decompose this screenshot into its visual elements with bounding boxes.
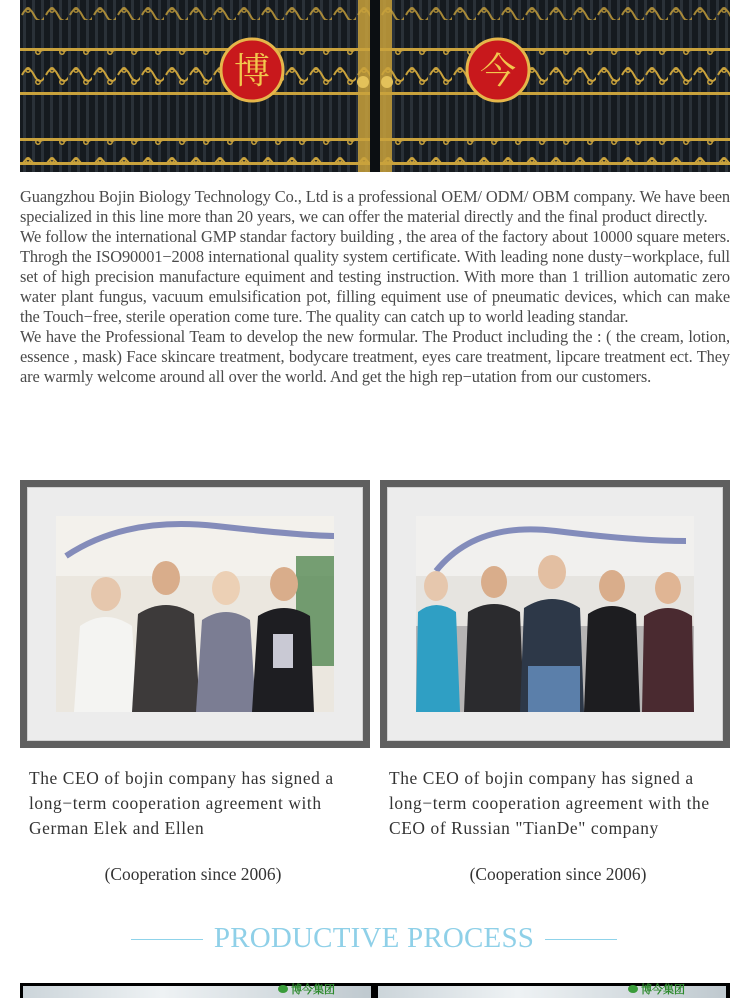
logo-text: 博今集团 [641, 983, 685, 996]
photo-frame-right [380, 480, 730, 748]
photo-frame-left [20, 480, 370, 748]
seal-left-char: 博 [233, 51, 271, 92]
logo-text: 博今集团 [291, 983, 335, 996]
intro-paragraph-1: Guangzhou Bojin Biology Technology Co., Ltd is a professional OEM/ ODM/ OBM company. We have been specialized in this line more than 20 years, we can offer the material directly and the final product directly. [20, 187, 730, 226]
seal-right-char: 今 [479, 51, 517, 92]
section-title: PRODUCTIVE PROCESS [213, 922, 535, 954]
heading-rule-right [545, 939, 617, 940]
heading-rule-left [131, 939, 203, 940]
logo-icon [628, 985, 638, 993]
company-introduction [20, 187, 730, 387]
hero-gate-image [20, 0, 730, 172]
photo-caption-right: The CEO of bojin company has signed a long−term cooperation agreement with the CEO of Russian "TianDe" company [389, 768, 710, 838]
intro-paragraph-3: We have the Professional Team to develop the new formular. The Product including the : ( the cream, lotion, essence , mask) Face skincare treatment, bodycare treatment, eyes care treatment, lipcare treatment ect. They are warmly welcome around all over the world. And get the high rep−utation from our customers. [20, 327, 730, 386]
process-images-strip [20, 983, 730, 998]
section-heading [0, 922, 750, 958]
photo-ceo-german-partners [56, 516, 334, 712]
photo-ceo-tiande [416, 516, 694, 712]
gate-illustration [20, 0, 730, 172]
cooperation-since-left: (Cooperation since 2006) [104, 864, 282, 884]
logo-icon [278, 985, 288, 993]
cooperation-since-right: (Cooperation since 2006) [469, 864, 647, 884]
company-logo-left [278, 984, 335, 996]
company-logo-right [628, 984, 685, 996]
photo-caption-left: The CEO of bojin company has signed a long−term cooperation agreement with German Elek and Ellen [29, 768, 334, 838]
intro-paragraph-2: We follow the international GMP standar factory building , the area of the factory about 10000 square meters. Throgh the ISO90001−2008 international quality system certificate. With leading none dusty−workplace, full set of high precision manufacture equiment and testing instruction. With more than 1 trillion automatic zero water plant fungus, vacuum emulsification pot, filling equiment use of pneumatic devices, which can make the Touch−free, sterile operation come ture. The quality can catch up to world leading standar. [20, 227, 730, 326]
